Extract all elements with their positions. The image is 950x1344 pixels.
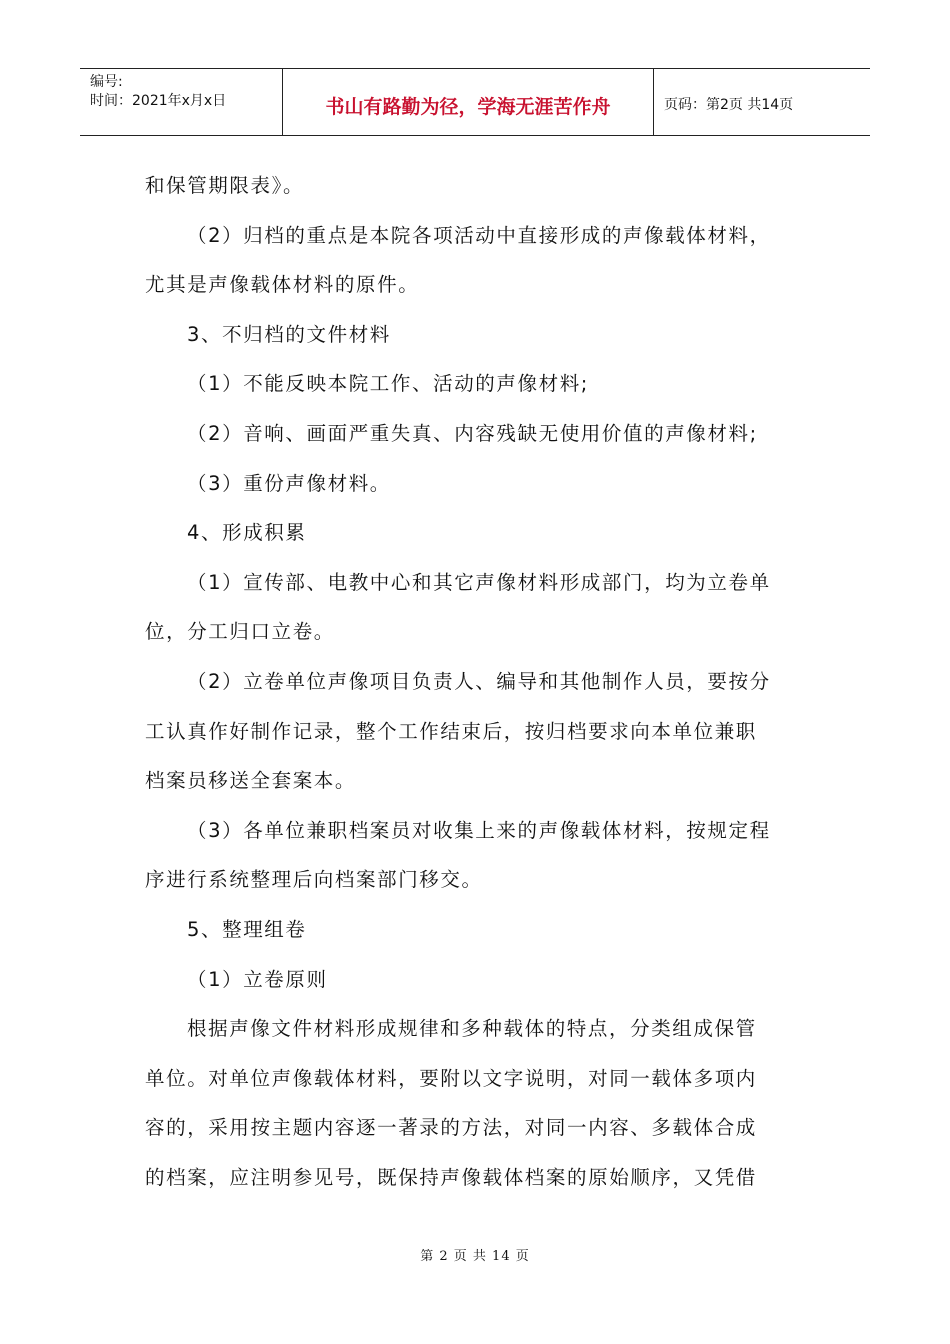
section-heading: 3、不归档的文件材料 (187, 322, 391, 346)
body-line: 尤其是声像载体材料的原件。 (145, 273, 420, 297)
body-line: 位，分工归口立卷。 (145, 620, 335, 644)
document-number-label: 编号: (90, 74, 123, 90)
header-meta-cell (80, 69, 283, 135)
header-motto: 书山有路勤为径，学海无涯苦作舟 (283, 69, 654, 135)
document-time-label: 时间：2021年x月x日 (90, 93, 227, 109)
body-line: 根据声像文件材料形成规律和多种载体的特点，分类组成保管 (187, 1017, 757, 1041)
body-line: 序进行系统整理后向档案部门移交。 (145, 868, 483, 892)
page-footer: 第 2 页 共 14 页 (420, 1249, 530, 1264)
page-header (80, 68, 870, 136)
body-line: （2）归档的重点是本院各项活动中直接形成的声像载体材料， (187, 223, 771, 247)
body-line: （1）宣传部、电教中心和其它声像材料形成部门，均为立卷单 (187, 570, 771, 594)
body-line: 档案员移送全套案本。 (145, 769, 357, 793)
body-line: 工认真作好制作记录，整个工作结束后，按归档要求向本单位兼职 (145, 719, 757, 743)
header-page-number: 页码：第2页 共14页 (664, 97, 794, 113)
body-line: （3）各单位兼职档案员对收集上来的声像载体材料，按规定程 (187, 818, 771, 842)
body-line: （1）立卷原则 (187, 967, 328, 991)
body-line: （1）不能反映本院工作、活动的声像材料; (187, 372, 589, 396)
body-line: 的档案，应注明参见号，既保持声像载体档案的原始顺序，又凭借 (145, 1165, 757, 1189)
body-line: 和保管期限表》。 (145, 174, 305, 197)
document-body (145, 161, 810, 1202)
body-line: 容的，采用按主题内容逐一著录的方法，对同一内容、多载体合成 (145, 1116, 757, 1140)
body-line: （3）重份声像材料。 (187, 471, 391, 495)
body-line: 单位。对单位声像载体材料，要附以文字说明，对同一载体多项内 (145, 1066, 757, 1090)
body-line: （2）立卷单位声像项目负责人、编导和其他制作人员，要按分 (187, 669, 771, 693)
section-heading: 4、形成积累 (187, 521, 307, 545)
body-line: （2）音响、画面严重失真、内容残缺无使用价值的声像材料; (187, 421, 758, 445)
section-heading: 5、整理组卷 (187, 917, 307, 941)
